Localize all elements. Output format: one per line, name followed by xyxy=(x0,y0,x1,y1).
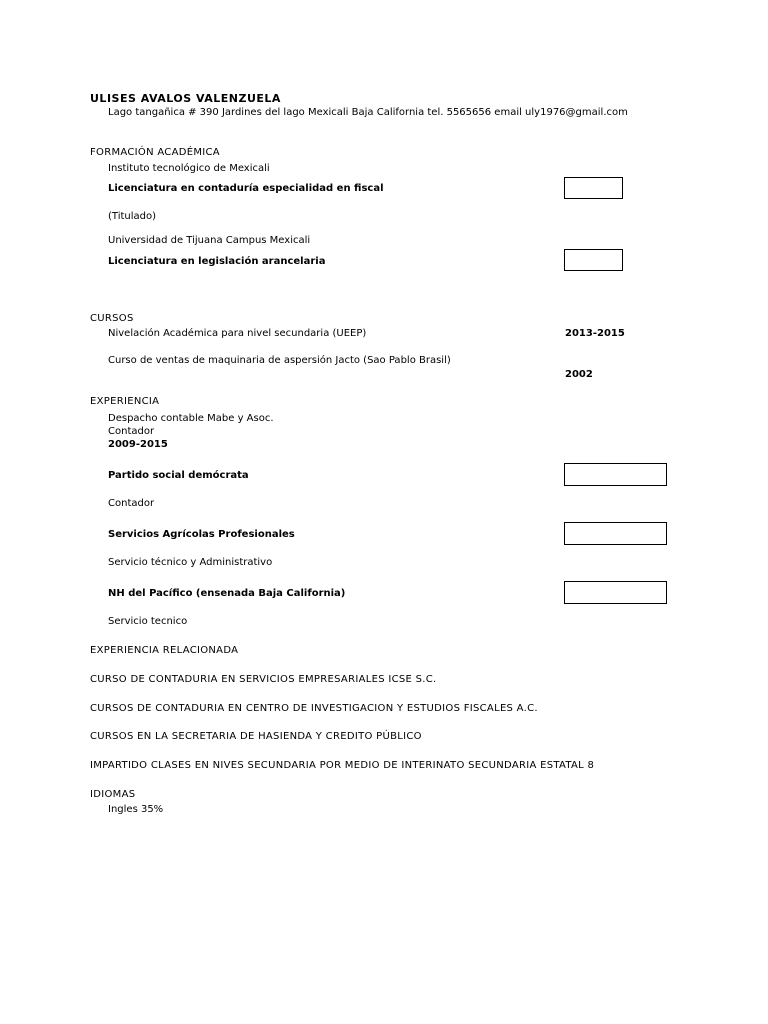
job-2-role: Contador xyxy=(108,498,155,509)
related-item-3: CURSOS EN LA SECRETARIA DE HASIENDA Y CREDITO PÚBLICO xyxy=(90,731,422,742)
course-1-years: 2013-2015 xyxy=(565,328,625,339)
related-item-2: CURSOS DE CONTADURIA EN CENTRO DE INVESTIGACION Y ESTUDIOS FISCALES A.C. xyxy=(90,703,538,714)
job-2-company: Partido social demócrata xyxy=(108,470,249,481)
experience-heading: EXPERIENCIA xyxy=(90,396,160,407)
related-experience-heading: EXPERIENCIA RELACIONADA xyxy=(90,645,239,656)
job-4-role: Servicio tecnico xyxy=(108,616,188,627)
job-3-role: Servicio técnico y Administrativo xyxy=(108,557,273,568)
education-school-2: Universidad de Tijuana Campus Mexicali xyxy=(108,235,311,246)
job-1-role: Contador xyxy=(108,426,155,437)
education-degree-2: Licenciatura en legislación arancelaria xyxy=(108,256,326,267)
job-4-company: NH del Pacífico (ensenada Baja California) xyxy=(108,588,346,599)
education-heading: FORMACIÓN ACADÉMICA xyxy=(90,147,220,158)
related-item-1: CURSO DE CONTADURIA EN SERVICIOS EMPRESARIALES ICSE S.C. xyxy=(90,674,437,685)
language-item-1: Ingles 35% xyxy=(108,804,164,815)
course-1: Nivelación Académica para nivel secundaria (UEEP) xyxy=(108,328,367,339)
education-degree-1: Licenciatura en contaduría especialidad en fiscal xyxy=(108,183,384,194)
job-3-company: Servicios Agrícolas Profesionales xyxy=(108,529,295,540)
related-item-4: IMPARTIDO CLASES EN NIVES SECUNDARIA POR MEDIO DE INTERINATO SECUNDARIA ESTATAL 8 xyxy=(90,760,595,771)
languages-heading: IDIOMAS xyxy=(90,789,136,800)
empty-box xyxy=(564,177,623,199)
empty-box xyxy=(564,522,667,545)
courses-heading: CURSOS xyxy=(90,313,134,324)
job-1-years: 2009-2015 xyxy=(108,439,168,450)
empty-box xyxy=(564,249,623,271)
course-2: Curso de ventas de maquinaria de aspersión Jacto (Sao Pablo Brasil) xyxy=(108,355,451,366)
job-1-company: Despacho contable Mabe y Asoc. xyxy=(108,413,274,424)
empty-box xyxy=(564,463,667,486)
candidate-name: ULISES AVALOS VALENZUELA xyxy=(90,92,281,105)
education-school-1: Instituto tecnológico de Mexicali xyxy=(108,163,270,174)
empty-box xyxy=(564,581,667,604)
education-status-1: (Titulado) xyxy=(108,211,157,222)
contact-line: Lago tangañica # 390 Jardines del lago Mexicali Baja California tel. 5565656 email uly1976@gmail.com xyxy=(108,107,628,118)
course-2-year: 2002 xyxy=(565,369,593,380)
